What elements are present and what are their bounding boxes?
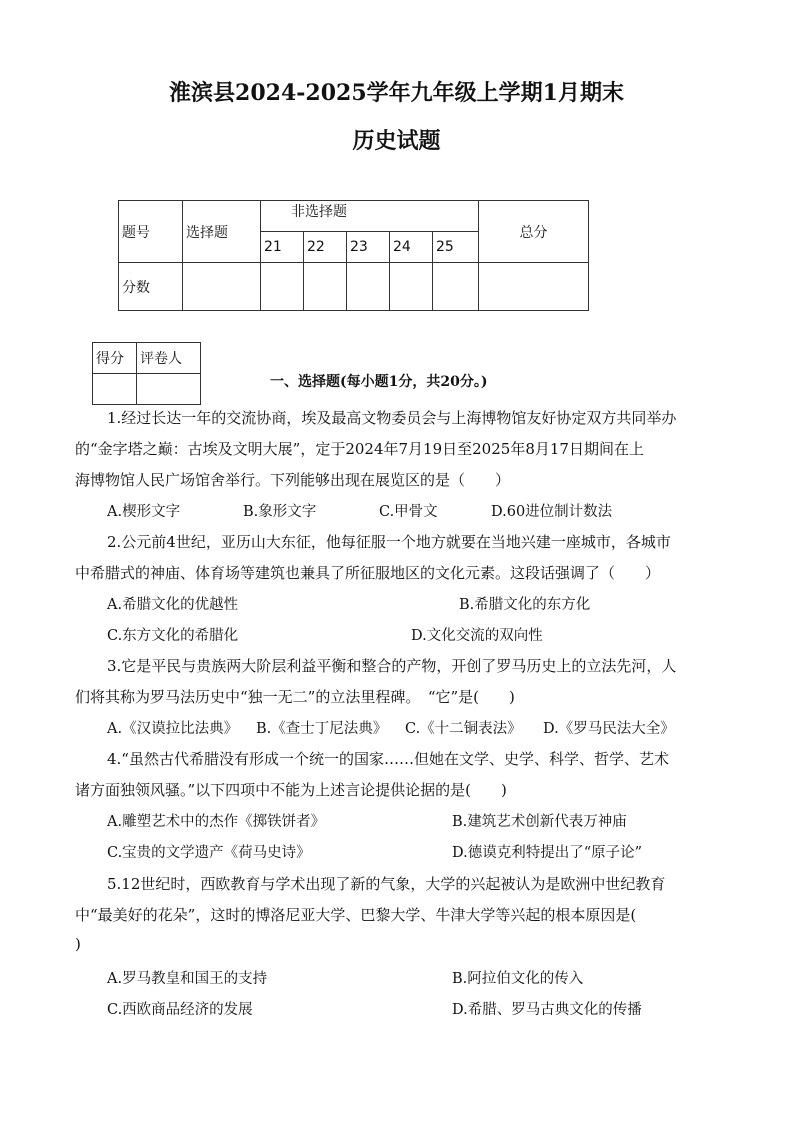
question-3-line-2: 们将其称为罗马法历史中“独一无二”的立法里程碑。 “它”是( )	[75, 688, 515, 706]
question-4-option-c: C.宝贵的文学遗产《荷马史诗》	[107, 845, 311, 861]
question-1-option-b: B.象形文字	[243, 504, 317, 520]
defen-label: 得分	[93, 343, 137, 374]
question-5-option-a: A.罗马教皇和国王的支持	[107, 971, 268, 987]
question-4-option-b: B.建筑艺术创新代表万神庙	[452, 814, 627, 830]
score-cell	[183, 263, 261, 311]
question-1-option-c: C.甲骨文	[379, 504, 438, 520]
question-5-line-1: 5.12世纪时，西欧教育与学术出现了新的气象，大学的兴起被认为是欧洲中世纪教育	[107, 875, 666, 893]
question-3-option-a: A.《汉谟拉比法典》	[107, 721, 239, 737]
score-cell	[347, 263, 390, 311]
xuanze-header: 选择题	[183, 201, 261, 263]
question-4-option-a: A.雕塑艺术中的杰作《掷铁饼者》	[107, 814, 326, 830]
question-3-option-b: B.《查士丁尼法典》	[256, 721, 388, 737]
question-2-option-b: B.希腊文化的东方化	[459, 597, 591, 613]
question-1-line-1: 1.经过长达一年的交流协商，埃及最高文物委员会与上海博物馆友好协定双方共同举办	[107, 409, 677, 427]
score-table	[118, 200, 589, 311]
question-5-option-b: B.阿拉伯文化的传入	[452, 971, 584, 987]
question-2-option-c: C.东方文化的希腊化	[107, 628, 239, 644]
q25-header: 25	[433, 232, 479, 263]
q22-header: 22	[304, 232, 347, 263]
question-1-option-d: D.60进位制计数法	[491, 504, 613, 520]
pingjuanren-cell	[137, 374, 201, 405]
question-2-option-d: D.文化交流的双向性	[411, 628, 543, 644]
question-4-line-1: 4.“虽然古代希腊没有形成一个统一的国家……但她在文学、史学、科学、哲学、艺术	[107, 750, 669, 768]
score-cell	[479, 263, 589, 311]
score-cell	[261, 263, 304, 311]
question-1-option-a: A.楔形文字	[107, 504, 181, 520]
q24-header: 24	[390, 232, 433, 263]
pingjuanren-label: 评卷人	[137, 343, 201, 374]
exam-subtitle: 历史试题	[352, 128, 441, 154]
question-2-line-1: 2.公元前4世纪，亚历山大东征，他每征服一个地方就要在当地兴建一座城市，各城市	[107, 533, 671, 551]
question-2-line-2: 中希腊式的神庙、体育场等建筑也兼具了所征服地区的文化元素。这段话强调了（ ）	[75, 564, 661, 582]
question-3-line-1: 3.它是平民与贵族两大阶层利益平衡和整合的产物，开创了罗马历史上的立法先河，人	[107, 657, 677, 675]
defen-cell	[93, 374, 137, 405]
feixuanze-header: 非选择题	[261, 201, 479, 232]
q21-header: 21	[261, 232, 304, 263]
question-4-line-2: 诸方面独领风骚。”以下四项中不能为上述言论提供论据的是( )	[75, 781, 507, 799]
section-title: 一、选择题(每小题1分，共20分。)	[270, 374, 488, 390]
question-1-line-3: 海博物馆人民广场馆舍举行。下列能够出现在展览区的是（ ）	[75, 471, 511, 489]
question-2-option-a: A.希腊文化的优越性	[107, 597, 239, 613]
score-cell	[390, 263, 433, 311]
q23-header: 23	[347, 232, 390, 263]
question-5-line-2: 中“最美好的花朵”，这时的博洛尼亚大学、巴黎大学、牛津大学等兴起的根本原因是(	[75, 906, 637, 924]
score-cell	[433, 263, 479, 311]
question-3-option-d: D.《罗马民法大全》	[543, 721, 675, 737]
tihao-header: 题号	[119, 201, 183, 263]
zongfen-header: 总分	[479, 201, 589, 263]
fenshu-label: 分数	[119, 263, 183, 311]
exam-title: 淮滨县2024-2025学年九年级上学期1月期末	[169, 80, 624, 106]
grader-table	[92, 342, 201, 405]
question-5-line-3: )	[75, 935, 81, 953]
question-1-line-2: 的“金字塔之巅：古埃及文明大展”，定于2024年7月19日至2025年8月17日期间在上	[75, 440, 644, 458]
question-4-option-d: D.德谟克利特提出了“原子论”	[452, 845, 643, 861]
question-5-option-d: D.希腊、罗马古典文化的传播	[452, 1002, 642, 1018]
score-cell	[304, 263, 347, 311]
question-5-option-c: C.西欧商品经济的发展	[107, 1002, 253, 1018]
question-3-option-c: C.《十二铜表法》	[405, 721, 522, 737]
